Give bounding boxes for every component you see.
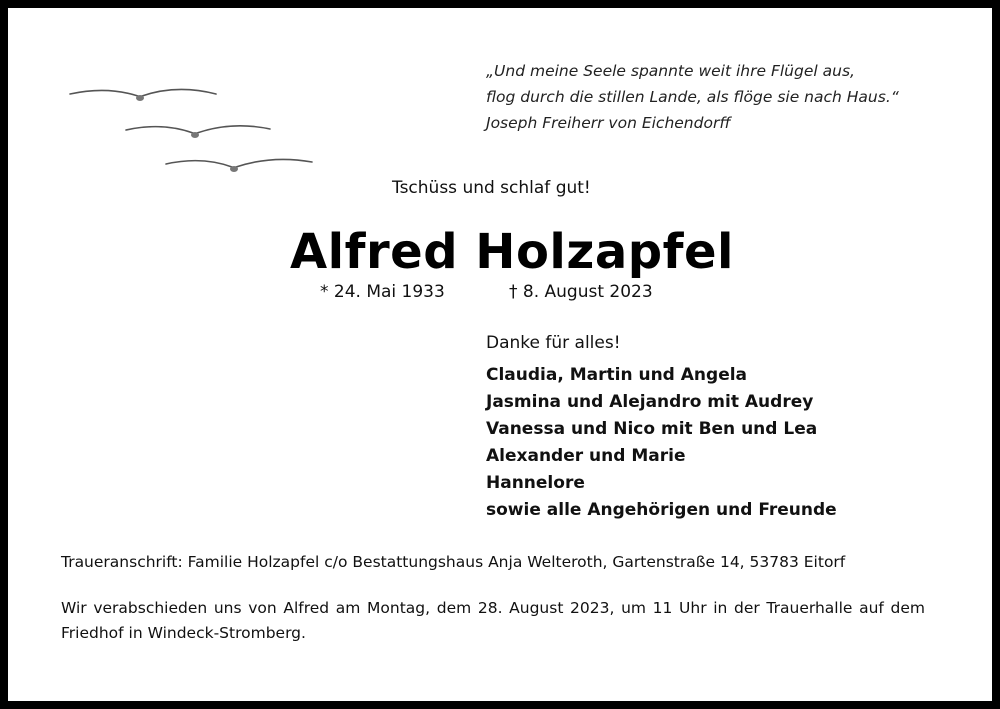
mourner-line: sowie alle Angehörigen und Freunde [486,500,837,520]
mourning-address: Traueranschrift: Familie Holzapfel c/o Bestattungshaus Anja Welteroth, Gartenstraße 14, 53783 Eitorf [61,553,846,571]
quote-author: Joseph Freiherr von Eichendorff [486,114,731,132]
death-date: † 8. August 2023 [509,282,653,302]
farewell-text: Tschüss und schlaf gut! [392,178,591,198]
quote-line-1: „Und meine Seele spannte weit ihre Flügel aus, [486,62,855,80]
deceased-name: Alfred Holzapfel [290,224,734,280]
mourner-line: Hannelore [486,473,585,493]
birth-date: * 24. Mai 1933 [320,282,445,302]
funeral-service-info: Wir verabschieden uns von Alfred am Montag, dem 28. August 2023, um 11 Uhr in der Trauerhalle auf dem Friedhof in Windeck-Stromberg. [61,599,925,642]
mourner-line: Claudia, Martin und Angela [486,365,748,385]
mourner-line: Vanessa und Nico mit Ben und Lea [486,419,818,439]
thanks-text: Danke für alles! [486,333,621,353]
mourner-line: Jasmina und Alejandro mit Audrey [486,392,814,412]
mourner-line: Alexander und Marie [486,446,686,466]
flying-birds-illustration [62,70,322,180]
quote-line-2: flog durch die stillen Lande, als flöge sie nach Haus.“ [486,88,899,106]
eichendorff-quote [486,58,899,136]
mourners-list [486,362,837,524]
